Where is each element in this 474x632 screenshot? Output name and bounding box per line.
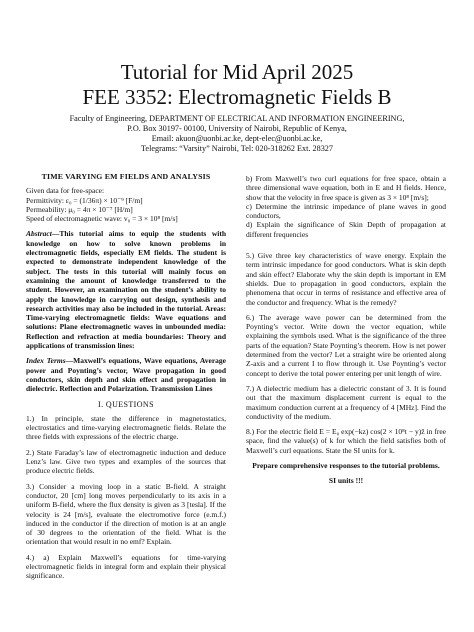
- question-2: 2.) State Faraday’s law of electromagnetic induction and deduce Lenz’s law. Give two types and examples of the sources that produce electric fields.: [26, 447, 226, 476]
- question-4a: 4.) a) Explain Maxwell’s equations for time-varying electromagnetic fields in integral form and explain their physical significance.: [26, 552, 226, 581]
- permittivity-line: Permittivity: ε₀ = (1/36π) × 10⁻⁹ [F/m]: [26, 195, 143, 205]
- question-8: 8.) For the electric field E = E₀ exp(−kz) cos(2 × 10⁸t − y)ẑ in free space, find the value(s) of k for which the field satisfies both of Maxwell’s curl equations. State the SI units for k.: [246, 427, 446, 455]
- given-data-intro: Given data for free-space:: [26, 186, 105, 196]
- header-address: P.O. Box 30197- 00100, University of Nairobi, Republic of Kenya,: [127, 124, 347, 133]
- abstract: [26, 229, 226, 350]
- section-heading: TIME VARYING EM FIELDS AND ANALYSIS: [41, 172, 211, 181]
- index-terms-label: Index Terms: [26, 356, 66, 366]
- question-4b: b) From Maxwell’s two curl equations for free space, obtain a three dimensional wave equation, both in E and H fields. Hence, show that the velocity in free space is given as 3 × 10⁸ [m/s];: [246, 174, 446, 202]
- abstract-text: —This tutorial aims to equip the students with knowledge on how to solve known problems in electromagnetic fields, especially EM fields. The student is expected to demonstrate independent knowledge of the subject. The tests in this tutorial will mainly focus on examining the amount of knowledge transferred to the student. However, an examination on the student’s ability to apply the knowledge in carrying out design, synthesis and research activities may also be included in the tutorial. Areas: Time-varying electromagnetic fields: Wave equations and solutions: Plane electromagnetic waves in unbounded media: Reflection and refraction at media boundaries: Theory and applications of transmission lines:: [26, 229, 226, 351]
- header-telegrams: Telegrams: “Varsity” Nairobi, Tel: 020-318262 Ext. 28327: [141, 144, 333, 153]
- title-line-2: FEE 3352: Electromagnetic Fields B: [82, 85, 392, 109]
- question-5: 5.) Give three key characteristics of wave energy. Explain the term intrinsic impedance for good conductors. What is skin depth and skin effect? Elaborate why the skin depth is important in EM shields. Due to propagation in good conductors, explain the phenomena that occur in terms of resistance and effective area of the conductor and frequency. What is the remedy?: [246, 251, 446, 307]
- title-line-1: Tutorial for Mid April 2025: [120, 60, 354, 84]
- closing-note: Prepare comprehensive responses to the tutorial problems.: [252, 461, 440, 471]
- index-terms: [26, 356, 226, 393]
- right-column: [246, 174, 446, 492]
- question-4c: c) Determine the intrinsic impedance of plane waves in good conductors,: [246, 201, 446, 221]
- abstract-label: Abstract: [26, 229, 52, 239]
- question-1: 1.) In principle, state the difference in magnetostatics, electrostatics and time-varying electromagnetic fields. Relate the three fields with expressions of the electric charge.: [26, 413, 226, 442]
- speed-line: Speed of electromagnetic wave: v₀ = 3 × 10⁸ [m/s]: [26, 214, 178, 224]
- question-6: 6.) The average wave power can be determined from the Poynting’s vector. Write down the vector equation, while explaining the symbols used. What is the significance of the three parts of the equation? State Poynting’s theorem. How is net power determined from the vector? Let a straight wire be oriented along Z-axis and a current I to flow through it. Use Poynting’s vector concept to derive the total power entering per unit length of wire.: [246, 312, 446, 378]
- index-terms-text: —Maxwell’s equations, Wave equations, Average power and Poynting’s vector, Wave propagation in good conductors, skin depth and skin effect and propagation in dielectric. Reflection and Polarization. Transmission Lines: [26, 356, 227, 394]
- left-column: [26, 172, 226, 587]
- header-email: Email: akuon@uonbi.ac.ke, dept-elec@uonbi.ac.ke,: [151, 134, 323, 143]
- question-7: 7.) A dielectric medium has a dielectric constant of 3. It is found out that the maximum displacement current is equal to the maximum conduction current at a frequency of 4 [MHz]. Find the conductivity of the medium.: [246, 383, 446, 421]
- si-units-note: SI units !!!: [328, 476, 364, 486]
- question-3: 3.) Consider a moving loop in a static B-field. A straight conductor, 20 [cm] long moves perpendicularly to its axis in a uniform B-field, where the flux density is given as 3 [tesla]. If the velocity is 24 [m/s], evaluate the electromotive force (e.m.f.) induced in the conductor if the direction of motion is at an angle of 30 degrees to the orientation of the field. What is the orientation that would result in no emf? Explain.: [26, 481, 226, 547]
- header-affiliation: Faculty of Engineering, DEPARTMENT OF ELECTRICAL AND INFORMATION ENGINEERING,: [69, 114, 405, 123]
- permeability-line: Permeability: μ₀ = 4π × 10⁻⁷ [H/m]: [26, 204, 133, 214]
- question-4d: d) Explain the significance of Skin Depth of propagation at different frequencies: [246, 220, 446, 239]
- questions-section-heading: I. QUESTIONS: [98, 399, 154, 409]
